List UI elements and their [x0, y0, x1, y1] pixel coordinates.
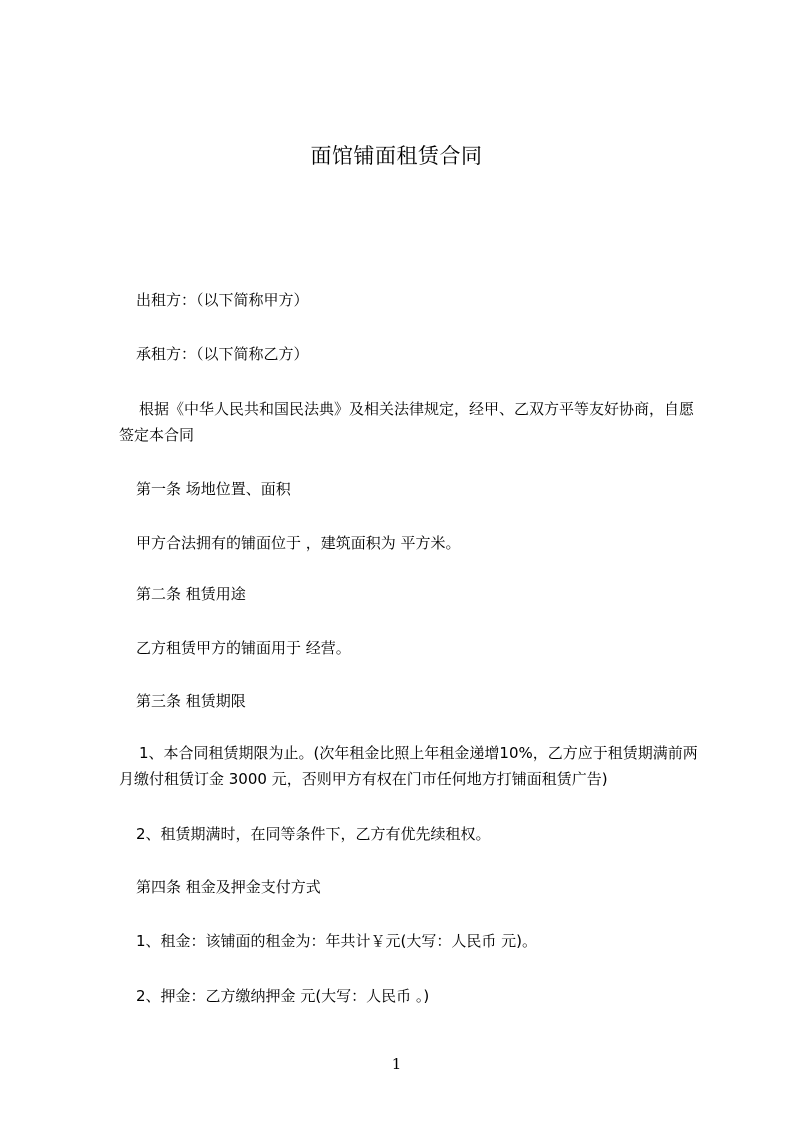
article-2-body: 乙方租赁甲方的铺面用于 经营。: [136, 639, 351, 657]
article-3-heading: 第三条 租赁期限: [136, 692, 246, 710]
page-number: 1: [391, 1055, 402, 1073]
article-1-heading: 第一条 场地位置、面积: [136, 480, 291, 498]
article-3-item-1: 1、本合同租赁期限为止。(次年租金比照上年租金递增10%，乙方应于租赁期满前两月缴付租赁订金 3000 元，否则甲方有权在门市任何地方打铺面租赁广告): [119, 744, 698, 788]
article-3-item-2: 2、租赁期满时，在同等条件下，乙方有优先续租权。: [136, 825, 491, 843]
preamble-paragraph: 根据《中华人民共和国民法典》及相关法律规定，经甲、乙双方平等友好协商，自愿签定本合同: [119, 400, 695, 444]
lessee-line: 承租方：（以下简称乙方）: [136, 345, 309, 363]
article-1-body: 甲方合法拥有的铺面位于 ，建筑面积为 平方米。: [136, 534, 461, 552]
document-title: 面馆铺面租赁合同: [310, 144, 483, 168]
lessor-line: 出租方：（以下简称甲方）: [136, 291, 309, 309]
article-4-heading: 第四条 租金及押金支付方式: [136, 878, 321, 896]
article-4-item-1: 1、租金：该铺面的租金为：年共计￥元(大写：人民币 元)。: [136, 932, 538, 950]
article-2-heading: 第二条 租赁用途: [136, 585, 246, 603]
article-4-item-2: 2、押金：乙方缴纳押金 元(大写：人民币 。): [136, 987, 430, 1005]
